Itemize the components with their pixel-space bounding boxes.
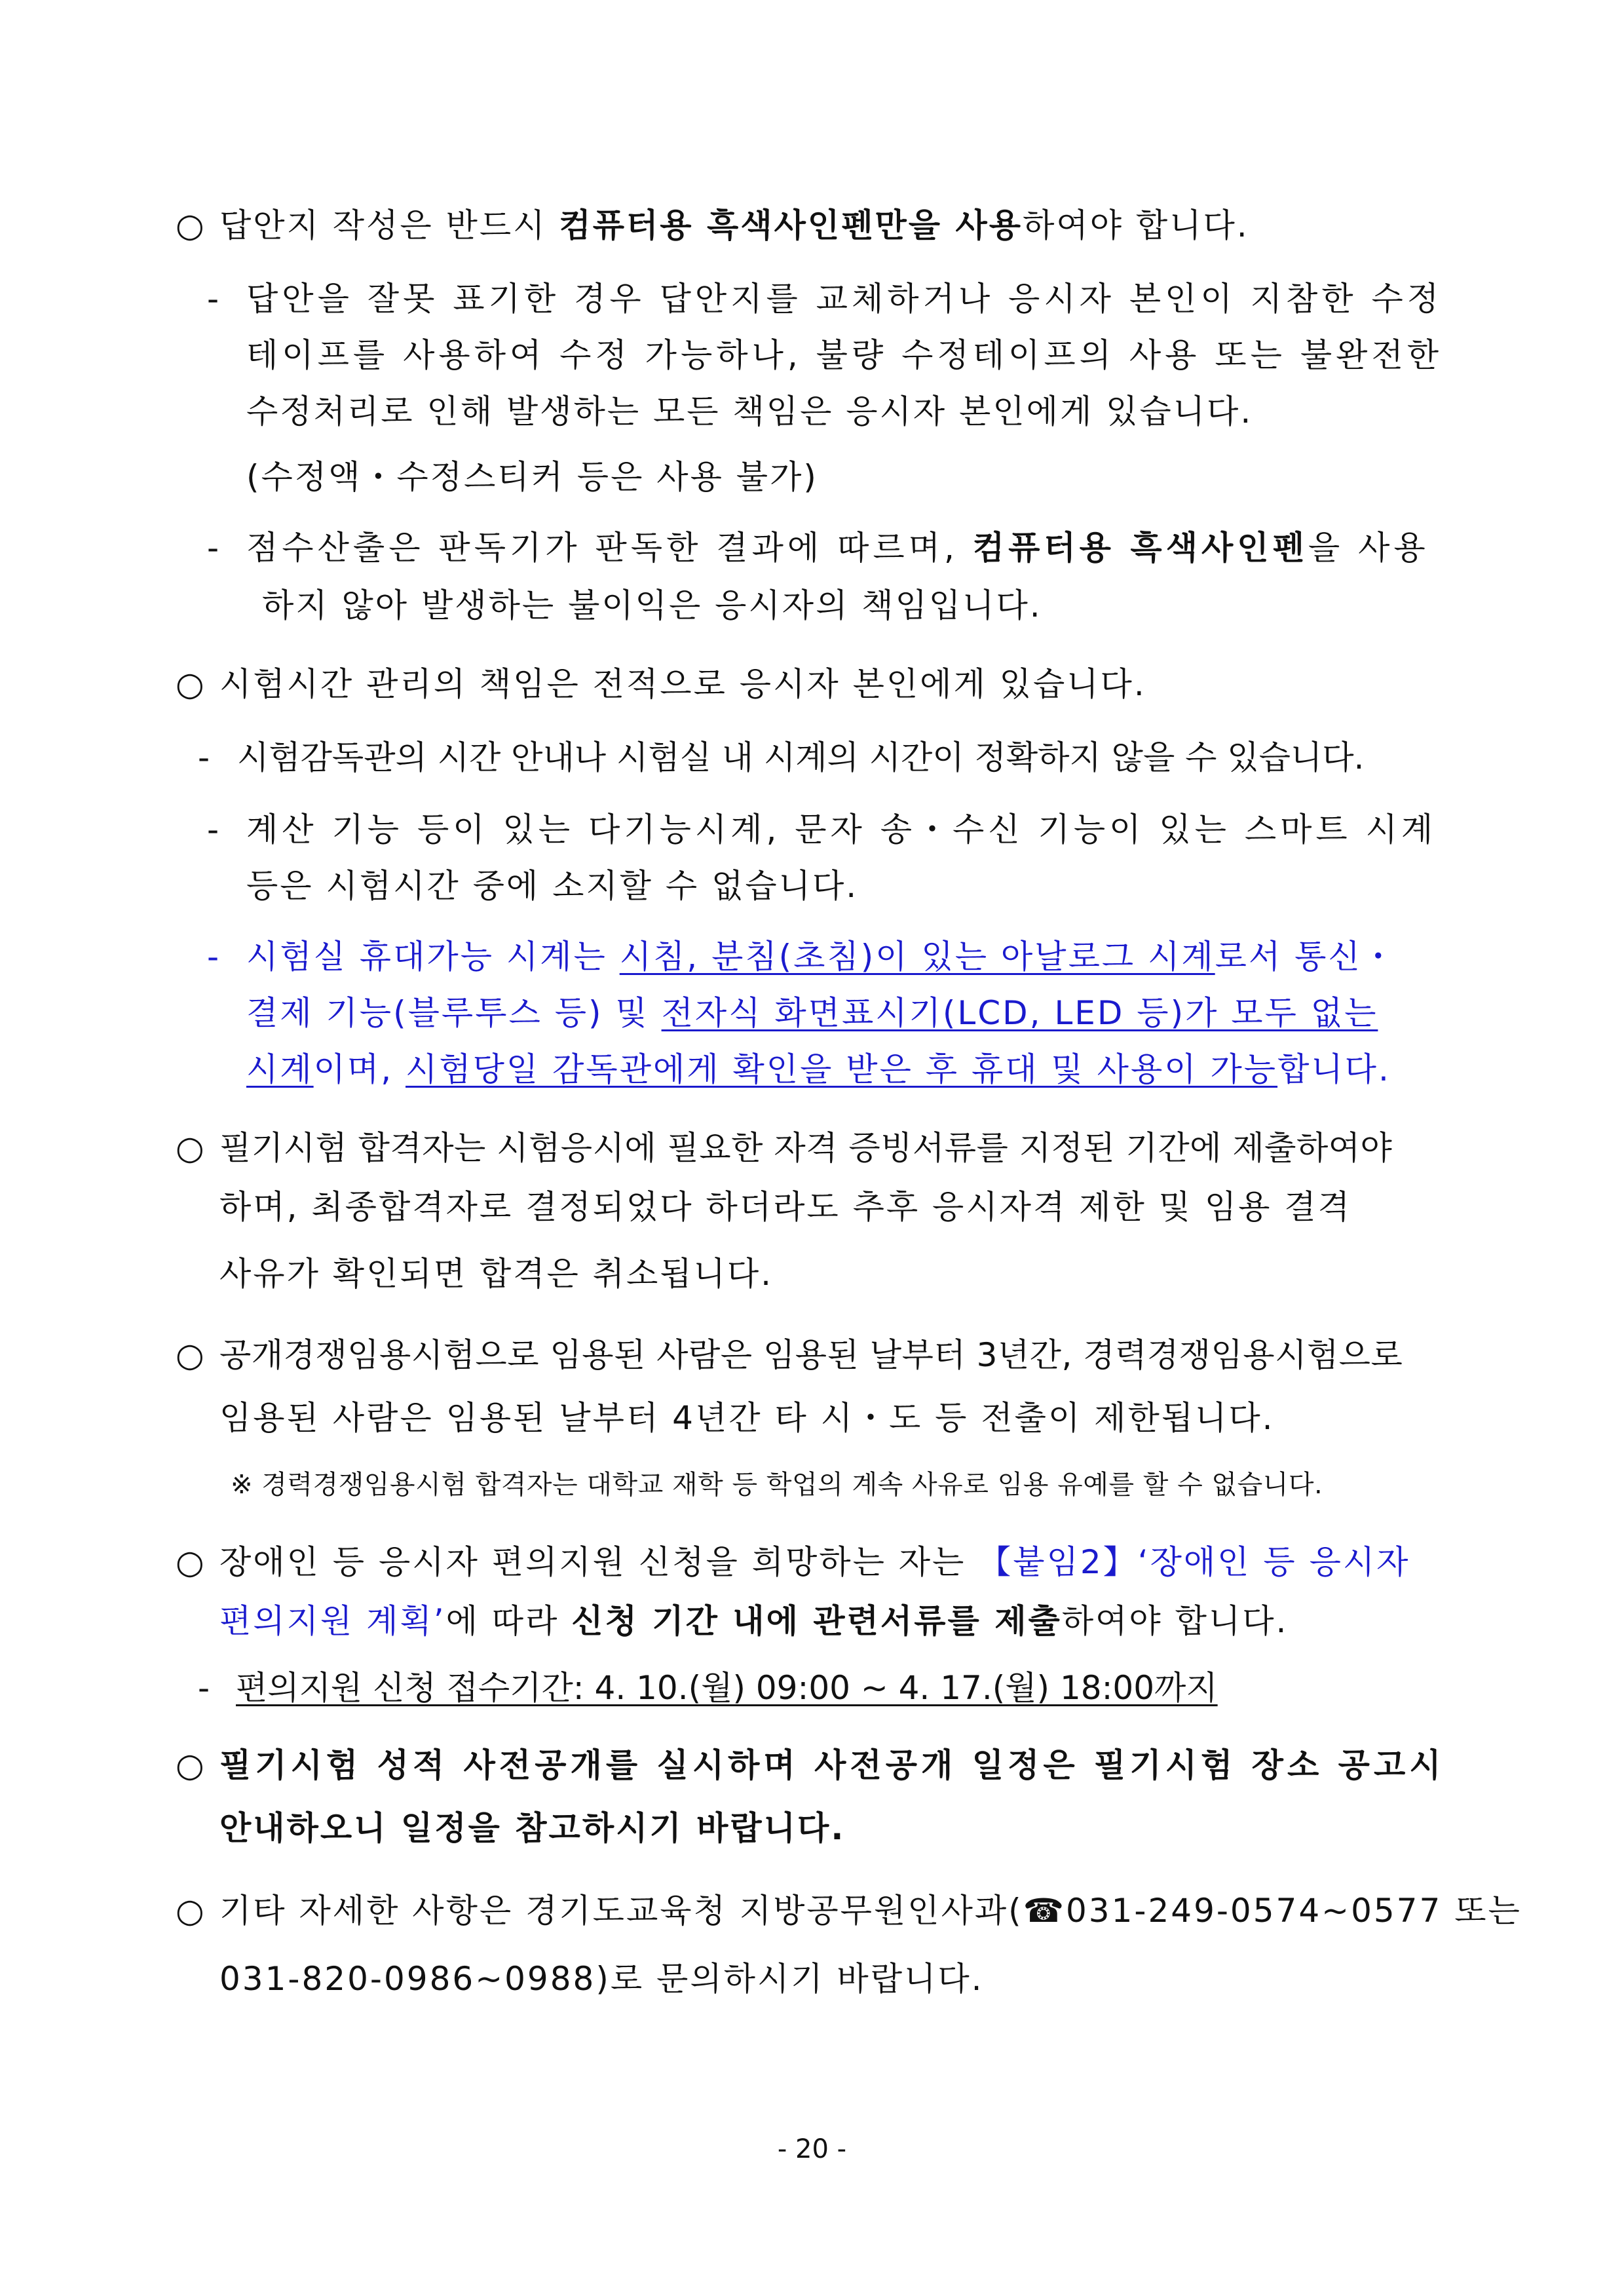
circle-bullet-icon: ○ bbox=[176, 1336, 205, 1374]
section-1-dash-1-line-4: (수정액・수정스티커 등은 사용 불가) bbox=[246, 458, 818, 496]
section-4-line-2: 임용된 사람은 임용된 날부터 4년간 타 시・도 등 전출이 제한됩니다. bbox=[219, 1399, 1275, 1437]
section-2-dash-3-line-2: 결제 기능(블루투스 등) 및 전자식 화면표시기(LCD, LED 등)가 모두 없는 bbox=[246, 994, 1378, 1032]
section-1-dash-2-line-1: 점수산출은 판독기가 판독한 결과에 따르며, 컴퓨터용 흑색사인펜을 사용 bbox=[246, 529, 1429, 567]
emphasis-pen: 컴퓨터용 흑색사인펜 bbox=[972, 529, 1308, 567]
section-2-dash-1-line-1: 시험감독관의 시간 안내나 시험실 내 시계의 시간이 정확하지 않을 수 있습니다. bbox=[237, 738, 1365, 776]
section-5-dash-1-line-1 bbox=[236, 1662, 1218, 1714]
circle-bullet-icon: ○ bbox=[176, 1892, 205, 1930]
circle-bullet-icon: ○ bbox=[176, 206, 205, 244]
accommodation-application-period: 편의지원 신청 접수기간: 4. 10.(월) 09:00 ~ 4. 17.(월) 18:00까지 bbox=[236, 1669, 1218, 1707]
emphasis-submit-documents: 신청 기간 내에 관련서류를 제출 bbox=[571, 1602, 1062, 1640]
section-5-line-1: 장애인 등 응시자 편의지원 신청을 희망하는 자는 【붙임2】‘장애인 등 응시자 bbox=[219, 1543, 1410, 1581]
dash-bullet: - bbox=[207, 938, 220, 976]
dash-bullet: - bbox=[198, 1669, 211, 1707]
section-7-line-1: 기타 자세한 사항은 경기도교육청 지방공무원인사과(☎031-249-0574~0577 또는 bbox=[219, 1892, 1522, 1930]
dash-bullet: - bbox=[207, 280, 220, 318]
section-1-dash-2-line-2: 하지 않아 발생하는 불이익은 응시자의 책임입니다. bbox=[262, 586, 1042, 624]
section-2-dash-3-line-3: 시계이며, 시험당일 감독관에게 확인을 받은 후 휴대 및 사용이 가능합니다. bbox=[246, 1050, 1391, 1088]
dash-bullet: - bbox=[198, 738, 211, 776]
section-4-line-1: 공개경쟁임용시험으로 임용된 사람은 임용된 날부터 3년간, 경력경쟁임용시험으로 bbox=[219, 1336, 1403, 1374]
section-5-line-2: 편의지원 계획’에 따라 신청 기간 내에 관련서류를 제출하여야 합니다. bbox=[219, 1602, 1289, 1640]
section-2-line-1: 시험시간 관리의 책임은 전적으로 응시자 본인에게 있습니다. bbox=[219, 665, 1146, 703]
section-6-line-2: 안내하오니 일정을 참고하시기 바랍니다. bbox=[219, 1809, 846, 1847]
circle-bullet-icon: ○ bbox=[176, 1746, 205, 1784]
underlined-supervisor-check: 시험당일 감독관에게 확인을 받은 후 휴대 및 사용이 가능 bbox=[406, 1050, 1278, 1088]
circle-bullet-icon: ○ bbox=[176, 1543, 205, 1581]
underlined-electronic-display: 전자식 화면표시기(LCD, LED 등)가 모두 없는 bbox=[661, 994, 1378, 1032]
page-number: - 20 - bbox=[777, 2134, 847, 2164]
dash-bullet: - bbox=[207, 811, 220, 849]
section-6-line-1: 필기시험 성적 사전공개를 실시하며 사전공개 일정은 필기시험 장소 공고시 bbox=[219, 1746, 1445, 1784]
circle-bullet-icon: ○ bbox=[176, 665, 205, 703]
section-3-line-2: 하며, 최종합격자로 결정되었다 하더라도 추후 응시자격 제한 및 임용 결격 bbox=[219, 1188, 1351, 1226]
attachment-2-reference: 【붙임2】 bbox=[978, 1543, 1138, 1581]
emphasis-pen-required: 컴퓨터용 흑색사인펜만을 사용 bbox=[559, 206, 1023, 244]
telephone-icon: ☎ bbox=[1023, 1892, 1066, 1930]
section-7-line-2: 031-820-0986~0988)로 문의하시기 바랍니다. bbox=[219, 1960, 984, 1998]
section-2-dash-3-line-1: 시험실 휴대가능 시계는 시침, 분침(초침)이 있는 아날로그 시계로서 통신・ bbox=[246, 938, 1397, 976]
section-1-dash-1-line-3: 수정처리로 인해 발생하는 모든 책임은 응시자 본인에게 있습니다. bbox=[246, 392, 1253, 430]
section-1-line-1: 답안지 작성은 반드시 컴퓨터용 흑색사인펜만을 사용하여야 합니다. bbox=[219, 206, 1249, 244]
section-1-dash-1-line-1: 답안을 잘못 표기한 경우 답안지를 교체하거나 응시자 본인이 지참한 수정 bbox=[246, 280, 1443, 318]
underlined-analog-clock: 시침, 분침(초침)이 있는 아날로그 시계 bbox=[619, 938, 1215, 976]
section-4-note: ※ 경력경쟁임용시험 합격자는 대학교 재학 등 학업의 계속 사유로 임용 유예를 할 수 없습니다. bbox=[231, 1470, 1323, 1500]
section-2-dash-2-line-1: 계산 기능 등이 있는 다기능시계, 문자 송・수신 기능이 있는 스마트 시계 bbox=[246, 811, 1437, 849]
circle-bullet-icon: ○ bbox=[176, 1129, 205, 1167]
section-3-line-3: 사유가 확인되면 합격은 취소됩니다. bbox=[219, 1255, 774, 1293]
dash-bullet: - bbox=[207, 529, 220, 567]
section-2-dash-2-line-2: 등은 시험시간 중에 소지할 수 없습니다. bbox=[246, 867, 859, 905]
section-1-dash-1-line-2: 테이프를 사용하여 수정 가능하나, 불량 수정테이프의 사용 또는 불완전한 bbox=[246, 336, 1443, 374]
section-3-line-1: 필기시험 합격자는 시험응시에 필요한 자격 증빙서류를 지정된 기간에 제출하여야 bbox=[219, 1129, 1393, 1167]
